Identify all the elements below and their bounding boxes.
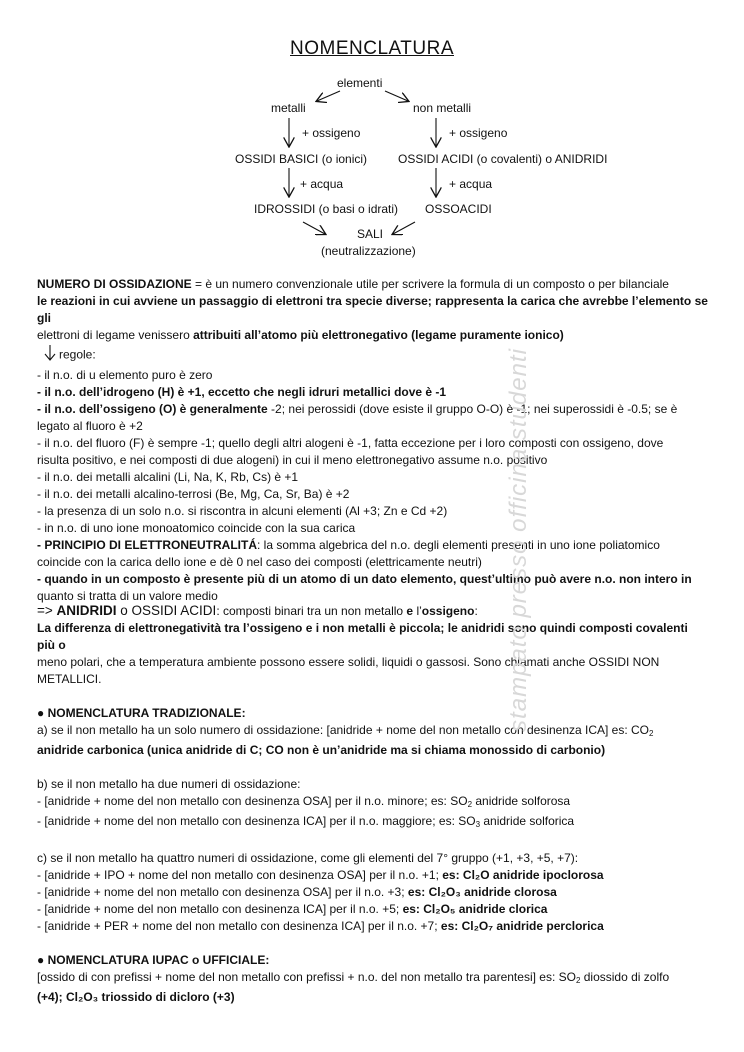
rule-3-bold: - il n.o. dell’ossigeno (O) è generalmente [37, 402, 268, 416]
rule-3: -2; nei perossidi (dove esiste il gruppo O-O) è -1; nei superossidi è -0.5; se è [267, 402, 678, 416]
anidridi-e: e [406, 604, 414, 618]
trad-b-line1: - [anidride + nome del non metallo con desinenza OSA] per il n.o. minore; es: SO [37, 794, 468, 808]
trad-c1-example: es: Cl₂O anidride ipoclorosa [442, 868, 604, 882]
trad-b1-sub: 2 [467, 800, 473, 809]
diagram-sali: SALI [357, 227, 384, 241]
diagram-ossigeno-left: + ossigeno [302, 126, 361, 140]
diagram-neutralizzazione: (neutralizzazione) [321, 244, 416, 258]
trad-c3-example: es: Cl₂O₅ anidride clorica [402, 902, 548, 916]
diagram-idrossidi: IDROSSIDI (o basi o idrati) [254, 202, 399, 216]
iupac-line1-end: diossido di zolfo [580, 970, 670, 984]
trad-c4-example: es: Cl₂O₇ anidride perclorica [440, 919, 604, 933]
trad-c2-example: es: Cl₂O₃ anidride clorosa [407, 885, 557, 899]
rule-1: - il n.o. di u elemento puro è zero [37, 368, 213, 382]
arrow-idrossidi-sali [303, 222, 325, 234]
anidridi-paragraph-line3: METALLICI. [37, 672, 102, 686]
trad-b2-end: anidride solforica [480, 814, 575, 828]
anidridi-section [37, 602, 709, 1006]
numero-ossidazione-section [37, 276, 709, 605]
diagram-non-metalli: non metalli [413, 101, 472, 115]
trad-b-intro: b) se il non metallo ha due numeri di ossidazione: [37, 777, 301, 791]
numero-ossidazione-def-line2: le reazioni in cui avviene un passaggio di elettroni tra specie diverse; rappresenta la carica che avrebbe l’elemento se gli [37, 294, 708, 325]
anidridi-arrow: => [37, 603, 57, 618]
diagram-ossoacidi: OSSOACIDI [425, 202, 492, 216]
trad-c-intro: c) se il non metallo ha quattro numeri di ossidazione, come gli elementi del 7° gruppo (+1, +3, +5, +7): [37, 851, 579, 865]
regole-label: regole: [59, 347, 96, 362]
rule-10: - quando in un composto è presente più di un atomo di un dato elemento, quest’ultimo può avere n.o. non intero in [37, 572, 692, 586]
anidridi-desc: : composti binari tra un non metallo [216, 604, 407, 618]
diagram-acqua-left: + acqua [300, 177, 344, 191]
numero-ossidazione-def: = è un numero convenzionale utile per scrivere la formula di un composto o per bilanciale [191, 277, 669, 291]
anidridi-paragraph-line1: La differenza di elettronegatività tra l’ossigeno e i non metalli è piccola; le anidridi sono quindi composti covalenti più o [37, 621, 688, 652]
trad-b1-end: anidride solforosa [472, 794, 571, 808]
down-arrow-icon [43, 344, 57, 367]
arrow-elementi-metalli [317, 91, 340, 101]
iupac-line1: [ossido di con prefissi + nome del non metallo con prefissi + n.o. del non metallo tra parentesi] es: SO [37, 970, 576, 984]
rule-7: - la presenza di un solo n.o. si riscontra in alcuni elementi (Al +3; Zn e Cd +2) [37, 504, 448, 518]
diagram-ossidi-acidi: OSSIDI ACIDI (o covalenti) o ANIDRIDI [398, 152, 608, 166]
rule-2: - il n.o. dell’idrogeno (H) è +1, eccetto che negli idruri metallici dove è -1 [37, 385, 447, 399]
trad-a-line1: a) se il non metallo ha un solo numero di ossidazione: [anidride + nome del non metallo con desinenza ICA] es: CO [37, 723, 650, 737]
iupac-heading: ● NOMENCLATURA IUPAC o UFFICIALE: [37, 953, 270, 967]
diagram-ossidi-basici: OSSIDI BASICI (o ionici) [235, 152, 368, 166]
iupac-line2: (+4); Cl₂O₃ triossido di dicloro (+3) [37, 990, 235, 1004]
trad-b-line2: - [anidride + nome del non metallo con desinenza ICA] per il n.o. maggiore; es: SO [37, 814, 476, 828]
numero-ossidazione-def-line3: elettroni di legame venissero [37, 328, 194, 342]
tradizionale-heading: ● NOMENCLATURA TRADIZIONALE: [37, 706, 246, 720]
trad-c-line3: - [anidride + nome del non metallo con desinenza ICA] per il n.o. +5; [37, 902, 403, 916]
anidridi-ossigeno: ossigeno [421, 604, 475, 618]
numero-ossidazione-def-bold: attribuiti all’atomo più elettronegativo (legame puramente ionico) [193, 328, 564, 342]
page-title: NOMENCLATURA [290, 38, 454, 59]
diagram-ossigeno-right: + ossigeno [449, 126, 508, 140]
rule-9-cont: coincide con la carica dello ione e dè 0 nel caso dei composti (elettricamente neutri) [37, 555, 482, 569]
rule-9: : la somma algebrica del n.o. degli elementi presenti in uno ione poliatomico [257, 538, 660, 552]
watermark: stampato presso officina studenti [505, 348, 532, 732]
rule-6: - il n.o. dei metalli alcalino-terrosi (Be, Mg, Ca, Sr, Ba) è +2 [37, 487, 350, 501]
rule-3-cont: legato al fluoro è +2 [37, 419, 143, 433]
diagram-elementi: elementi [337, 76, 383, 90]
rule-10-cont: quanto si tratta di un valore medio [37, 589, 218, 603]
rule-4: - il n.o. del fluoro (F) è sempre -1; quello degli altri alogeni è -1, fatta eccezione per i loro composti con ossigeno, dove [37, 436, 664, 450]
trad-a-line2: anidride carbonica (unica anidride di C; CO non è un’anidride ma si chiama monossido di carbonio) [37, 743, 606, 757]
trad-b2-sub: 3 [475, 820, 481, 829]
numero-ossidazione-term: NUMERO DI OSSIDAZIONE [37, 277, 192, 291]
rule-5: - il n.o. dei metalli alcalini (Li, Na, K, Rb, Cs) è +1 [37, 470, 299, 484]
arrow-ossoacidi-sali [393, 222, 415, 234]
diagram-acqua-right: + acqua [449, 177, 493, 191]
anidridi-ossidi-acidi: o OSSIDI ACIDI [116, 603, 217, 618]
diagram-metalli: metalli [271, 101, 306, 115]
iupac-sub: 2 [575, 976, 581, 985]
anidridi-desc-c: : [474, 604, 478, 618]
rule-4-cont: risulta positivo, e nei composti di due alogeni) in cui il meno elettronegativo assume n.o. positivo [37, 453, 548, 467]
rule-8: - in n.o. di uno ione monoatomico coincide con la sua carica [37, 521, 356, 535]
trad-c-line4: - [anidride + PER + nome del non metallo con desinenza ICA] per il n.o. +7; [37, 919, 441, 933]
anidridi-paragraph-line2: meno polari, che a temperatura ambiente possono essere solidi, liquidi o gassosi. Sono chiamati anche OSSIDI NON [37, 655, 660, 669]
rule-9-bold: - PRINCIPIO DI ELETTRONEUTRALITÁ [37, 538, 257, 552]
anidridi-head: ANIDRIDI [56, 603, 117, 618]
trad-c-line1: - [anidride + IPO + nome del non metallo con desinenza OSA] per il n.o. +1; [37, 868, 443, 882]
trad-a-sub: 2 [649, 729, 654, 738]
arrow-elementi-nonmetalli [385, 91, 408, 101]
anidridi-desc-b: l’ [413, 604, 422, 618]
trad-c-line2: - [anidride + nome del non metallo con desinenza OSA] per il n.o. +3; [37, 885, 408, 899]
